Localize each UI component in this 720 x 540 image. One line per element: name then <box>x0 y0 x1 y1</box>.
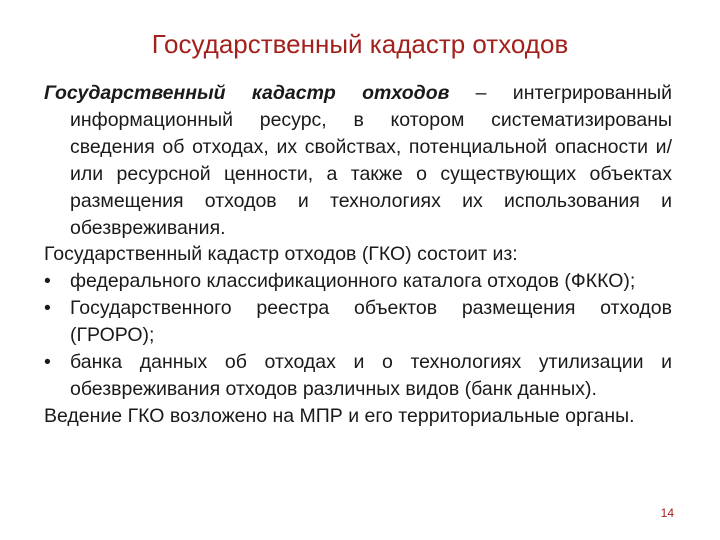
bullet-icon: • <box>44 270 51 293</box>
slide-body <box>44 80 672 430</box>
page-number: 14 <box>660 506 674 520</box>
bullet-icon: • <box>44 297 51 320</box>
bullet-icon: • <box>44 351 51 374</box>
definition-term: Государственный кадастр отходов <box>44 82 450 104</box>
list-item-text: федерального классификационного каталога отходов (ФККО); <box>70 270 636 293</box>
closing-paragraph: Ведение ГКО возложено на МПР и его территориальные органы. <box>44 404 635 427</box>
list-item <box>44 349 672 403</box>
definition-text: – интегрированный информационный ресурс, в котором систематизированы сведения об отходах, их свойствах, потенциальной опасности и/или ресурсной ценности, а также о существующих объектах размещения отходов и технологиях их использования и обезвреживания. <box>70 82 672 239</box>
list-item <box>44 268 672 295</box>
composition-intro: Государственный кадастр отходов (ГКО) состоит из: <box>44 243 518 266</box>
list-item-text: Государственного реестра объектов размещения отходов (ГРОРО); <box>70 297 672 347</box>
list-item <box>44 295 672 349</box>
definition-paragraph <box>44 80 672 241</box>
slide-title: Государственный кадастр отходов <box>151 29 569 59</box>
list-item-text: банка данных об отходах и о технологиях утилизации и обезвреживания отходов различных видов (банк данных). <box>70 351 672 400</box>
